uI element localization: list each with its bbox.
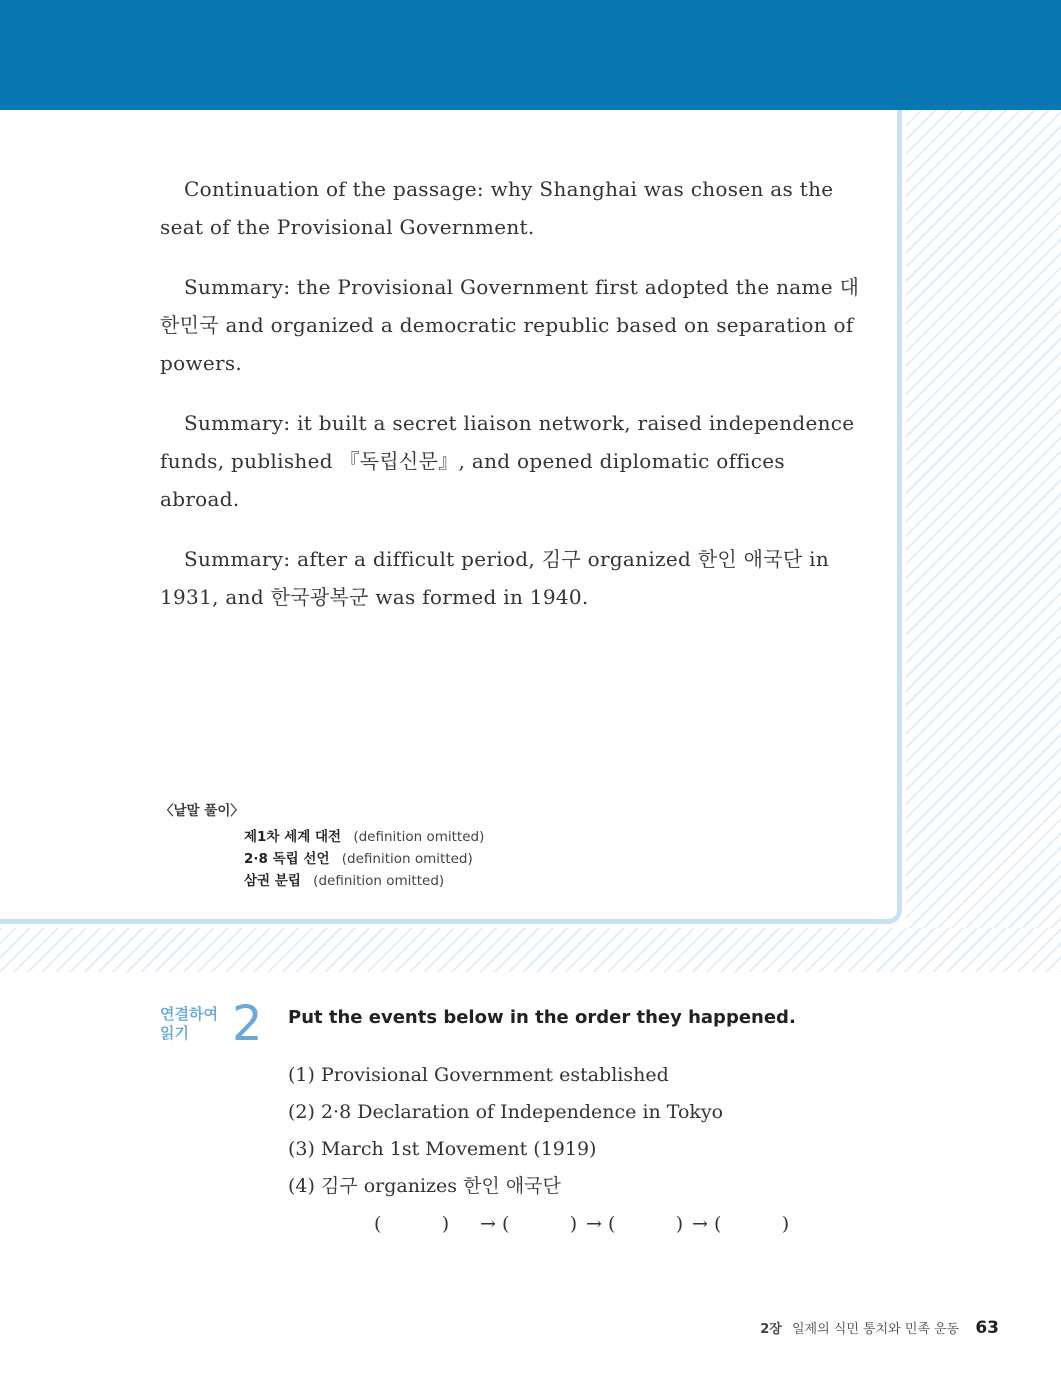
- answer-order-row: [374, 1213, 794, 1235]
- exercise-number: 2: [232, 996, 263, 1052]
- reading-panel: [0, 110, 902, 924]
- glossary-entry: [160, 826, 860, 848]
- answer-slot[interactable]: → ( ): [480, 1213, 578, 1235]
- hatch-divider: [0, 928, 1061, 972]
- exercise-item: (1) Provisional Government established: [288, 1064, 669, 1086]
- exercise-items: [288, 1057, 968, 1205]
- glossary-definition: (definition omitted): [353, 829, 485, 845]
- glossary-entry: [160, 870, 860, 892]
- paragraph: Summary: it built a secret liaison network, raised independence funds, published 『독립신문』, and opened diplomatic offices abroad.: [160, 411, 855, 511]
- glossary-entry: [160, 848, 860, 870]
- exercise-question: Put the events below in the order they happened.: [288, 1007, 796, 1028]
- paragraph: Summary: the Provisional Government first adopted the name 대한민국 and organized a democratic republic based on separation of powers.: [160, 275, 860, 375]
- exercise-item: (2) 2·8 Declaration of Independence in Tokyo: [288, 1101, 724, 1123]
- footer-chapter: 2장: [760, 1322, 782, 1337]
- paragraph: Summary: after a difficult period, 김구 organized 한인 애국단 in 1931, and 한국광복군 was formed in 1940.: [160, 547, 830, 609]
- exercise-item: (4) 김구 organizes 한인 애국단: [288, 1175, 561, 1197]
- side-hatch-decoration: [906, 110, 1061, 972]
- answer-slot[interactable]: ( ): [374, 1213, 450, 1235]
- answer-slot[interactable]: → ( ): [692, 1213, 790, 1235]
- glossary-term: 제1차 세계 대전: [244, 829, 342, 845]
- glossary-heading: 〈낱말 풀이〉: [160, 803, 244, 819]
- glossary-definition: (definition omitted): [341, 851, 473, 867]
- page-number: 63: [975, 1318, 999, 1338]
- footer-chapter-title: 일제의 식민 통치와 민족 운동: [791, 1322, 960, 1337]
- glossary-term: 삼권 분립: [244, 873, 301, 889]
- reading-passage: [160, 170, 860, 638]
- exercise-label: 연결하여 읽기: [160, 1005, 218, 1042]
- exercise-item: (3) March 1st Movement (1919): [288, 1138, 597, 1160]
- glossary-definition: (definition omitted): [313, 873, 445, 889]
- glossary: [160, 800, 860, 892]
- paragraph: Continuation of the passage: why Shanghai was chosen as the seat of the Provisional Government.: [160, 177, 834, 239]
- answer-slot[interactable]: → ( ): [586, 1213, 684, 1235]
- header-band: [0, 0, 1061, 110]
- page-footer: [760, 1318, 999, 1338]
- glossary-term: 2·8 독립 선언: [244, 851, 330, 867]
